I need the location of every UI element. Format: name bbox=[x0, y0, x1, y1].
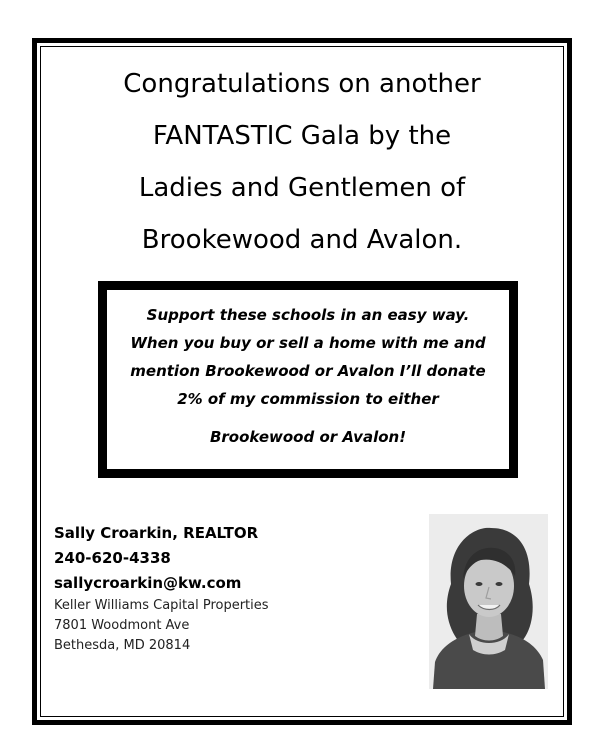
flyer-inner-border bbox=[40, 46, 564, 717]
contact-name: Sally Croarkin, REALTOR bbox=[54, 524, 259, 542]
contact-city: Bethesda, MD 20814 bbox=[54, 638, 191, 653]
contact-phone: 240-620-4338 bbox=[54, 549, 171, 567]
flyer-outer-border bbox=[32, 38, 572, 725]
portrait-illustration bbox=[429, 514, 548, 689]
contact-street: 7801 Woodmont Ave bbox=[54, 618, 190, 633]
promo-line-5: Brookewood or Avalon! bbox=[209, 428, 407, 446]
contact-block bbox=[54, 521, 394, 656]
headline-line-4: Brookewood and Avalon. bbox=[141, 225, 463, 255]
promo-line-3: mention Brookewood or Avalon I’ll donate bbox=[130, 362, 486, 380]
portrait-photo-icon bbox=[429, 514, 548, 689]
promo-text bbox=[107, 290, 509, 451]
promo-line-2: When you buy or sell a home with me and bbox=[130, 334, 486, 352]
headline-line-3: Ladies and Gentlemen of bbox=[138, 173, 466, 203]
headline-line-1: Congratulations on another bbox=[123, 69, 481, 99]
headline bbox=[41, 58, 563, 266]
headline-line-2: FANTASTIC Gala by the bbox=[152, 121, 452, 151]
contact-email: sallycroarkin@kw.com bbox=[54, 574, 242, 592]
promo-box bbox=[98, 281, 518, 478]
promo-line-4: 2% of my commission to either bbox=[177, 390, 439, 408]
contact-company: Keller Williams Capital Properties bbox=[54, 598, 269, 613]
promo-line-1: Support these schools in an easy way. bbox=[146, 306, 470, 324]
